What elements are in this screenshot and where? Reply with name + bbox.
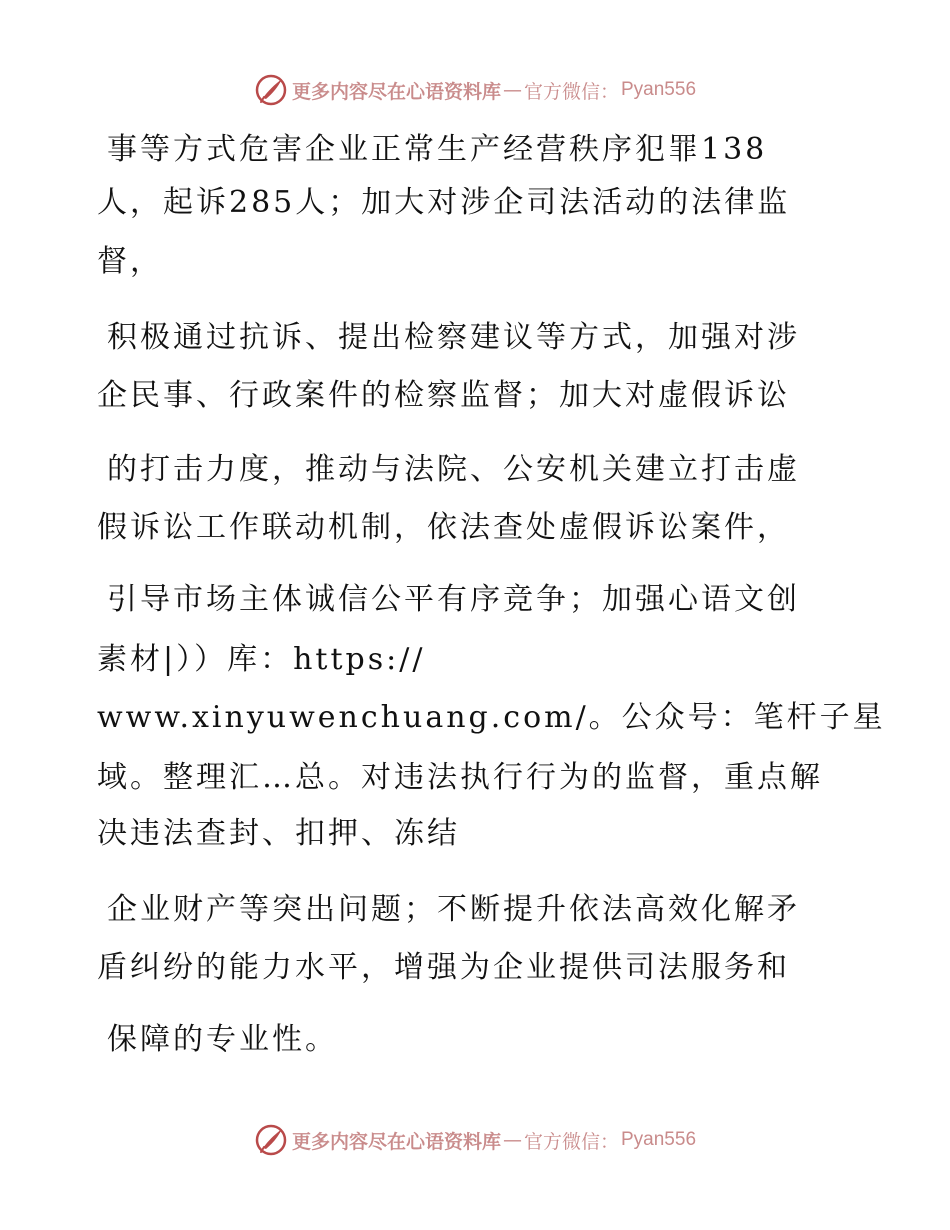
banner-dash: — [502, 79, 522, 101]
body-line-2: 人，起诉285人；加大对涉企司法活动的法律监 [97, 185, 791, 220]
body-line-10: www.xinyuwenchuang.com/。公众号：笔杆子星 [97, 700, 886, 735]
banner-dash: — [502, 1129, 522, 1151]
body-line-3: 督， [97, 244, 163, 279]
body-line-1: 事等方式危害企业正常生产经营秩序犯罪138 [107, 132, 768, 167]
footer-banner [0, 1120, 950, 1160]
body-line-7: 假诉讼工作联动机制，依法查处虚假诉讼案件， [97, 510, 790, 545]
body-line-13: 企业财产等突出问题；不断提升依法高效化解矛 [107, 892, 800, 927]
banner-wechat-label: 官方微信： [523, 1130, 619, 1153]
banner-wechat-id: Pyan556 [621, 1129, 697, 1150]
body-line-8: 引导市场主体诚信公平有序竞争；加强心语文创 [107, 582, 800, 617]
quill-logo-icon [254, 73, 288, 107]
banner-wechat-label: 官方微信： [523, 80, 619, 103]
body-line-9: 素材|））库：https:// [97, 642, 426, 677]
header-banner [0, 70, 950, 110]
body-line-12: 决违法查封、扣押、冻结 [97, 816, 460, 851]
body-line-4: 积极通过抗诉、提出检察建议等方式，加强对涉 [107, 320, 800, 355]
body-line-6: 的打击力度，推动与法院、公安机关建立打击虚 [107, 452, 800, 487]
body-line-14: 盾纠纷的能力水平，增强为企业提供司法服务和 [97, 950, 790, 985]
banner-title: 更多内容尽在心语资料库 [291, 80, 501, 103]
body-line-5: 企民事、行政案件的检察监督；加大对虚假诉讼 [97, 378, 790, 413]
body-line-15: 保障的专业性。 [107, 1022, 338, 1057]
banner-title: 更多内容尽在心语资料库 [291, 1130, 501, 1153]
quill-logo-icon [254, 1123, 288, 1157]
body-line-11: 域。整理汇…总。对违法执行行为的监督，重点解 [97, 760, 823, 795]
banner-wechat-id: Pyan556 [621, 79, 697, 100]
